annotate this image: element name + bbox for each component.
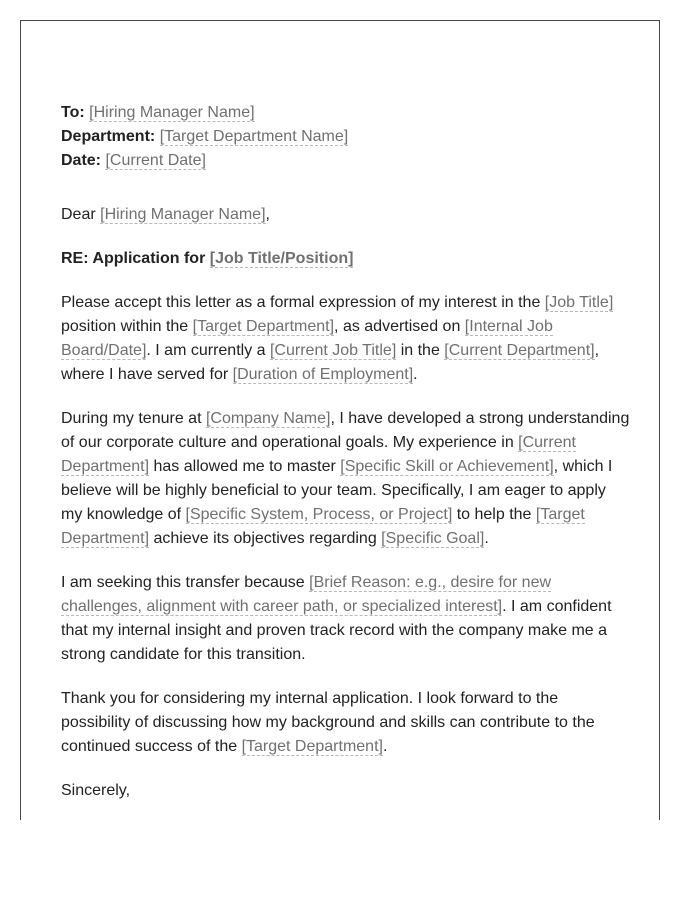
date-placeholder: [Current Date]	[105, 152, 206, 169]
text: Thank you for considering my internal application. I look forward to the possibility of discussing how my background and skills can contribute to the continued success of the	[61, 690, 595, 755]
target-department-placeholder: [Target Department]	[241, 738, 383, 755]
subject-prefix: RE: Application for	[61, 250, 210, 267]
text: . I am currently a	[146, 342, 270, 359]
text: I am seeking this transfer because	[61, 574, 310, 591]
letter-body	[61, 101, 631, 803]
text: .	[484, 530, 489, 547]
text: achieve its objectives regarding	[149, 530, 382, 547]
current-department-placeholder: [Current Department]	[61, 434, 576, 475]
subject-line	[61, 247, 631, 271]
department-placeholder: [Target Department Name]	[159, 128, 349, 145]
text: Please accept this letter as a formal expression of my interest in the	[61, 294, 545, 311]
subject-position-placeholder: [Job Title/Position]	[209, 250, 354, 267]
date-line	[61, 149, 631, 173]
text: , as advertised on	[334, 318, 465, 335]
text: .	[413, 366, 418, 383]
greeting-name-placeholder: [Hiring Manager Name]	[100, 206, 266, 223]
system-process-placeholder: [Specific System, Process, or Project]	[185, 506, 453, 523]
specific-goal-placeholder: [Specific Goal]	[381, 530, 485, 547]
target-department-placeholder: [Target Department]	[61, 506, 585, 547]
job-board-date-placeholder: [Internal Job Board/Date]	[61, 318, 553, 359]
duration-placeholder: [Duration of Employment]	[232, 366, 414, 383]
text: has allowed me to master	[149, 458, 341, 475]
greeting	[61, 203, 631, 227]
to-line	[61, 101, 631, 125]
department-line	[61, 125, 631, 149]
skill-placeholder: [Specific Skill or Achievement]	[340, 458, 554, 475]
paragraph-interest	[61, 291, 631, 387]
current-job-title-placeholder: [Current Job Title]	[269, 342, 397, 359]
letter-page	[20, 20, 660, 820]
text: During my tenure at	[61, 410, 206, 427]
text: to help the	[452, 506, 536, 523]
text: position within the	[61, 318, 193, 335]
greeting-suffix: ,	[265, 206, 270, 223]
text: . I am confident that my internal insight and proven track record with the company make me a strong candidate for this transition.	[61, 598, 612, 663]
to-placeholder: [Hiring Manager Name]	[89, 104, 255, 121]
paragraph-reason	[61, 571, 631, 667]
text: in the	[396, 342, 445, 359]
paragraph-experience	[61, 407, 631, 551]
target-department-placeholder: [Target Department]	[192, 318, 335, 335]
job-title-placeholder: [Job Title]	[544, 294, 614, 311]
text: , I have developed a strong understanding of our corporate culture and operational goals. My experience in	[61, 410, 630, 451]
reason-placeholder: [Brief Reason: e.g., desire for new challenges, alignment with career path, or specialized interest]	[61, 574, 552, 615]
paragraph-thanks	[61, 687, 631, 759]
closing: Sincerely,	[61, 782, 131, 799]
current-department-placeholder: [Current Department]	[444, 342, 595, 359]
department-label: Department:	[61, 128, 156, 145]
text: , where I have served for	[61, 342, 600, 383]
letter-header	[61, 101, 631, 173]
text: .	[382, 738, 388, 755]
to-label: To:	[61, 104, 85, 121]
company-name-placeholder: [Company Name]	[205, 410, 331, 427]
date-label: Date:	[61, 152, 102, 169]
greeting-prefix: Dear	[61, 206, 101, 223]
text: , which I believe will be highly beneficial to your team. Specifically, I am eager to apply my knowledge of	[61, 458, 613, 523]
